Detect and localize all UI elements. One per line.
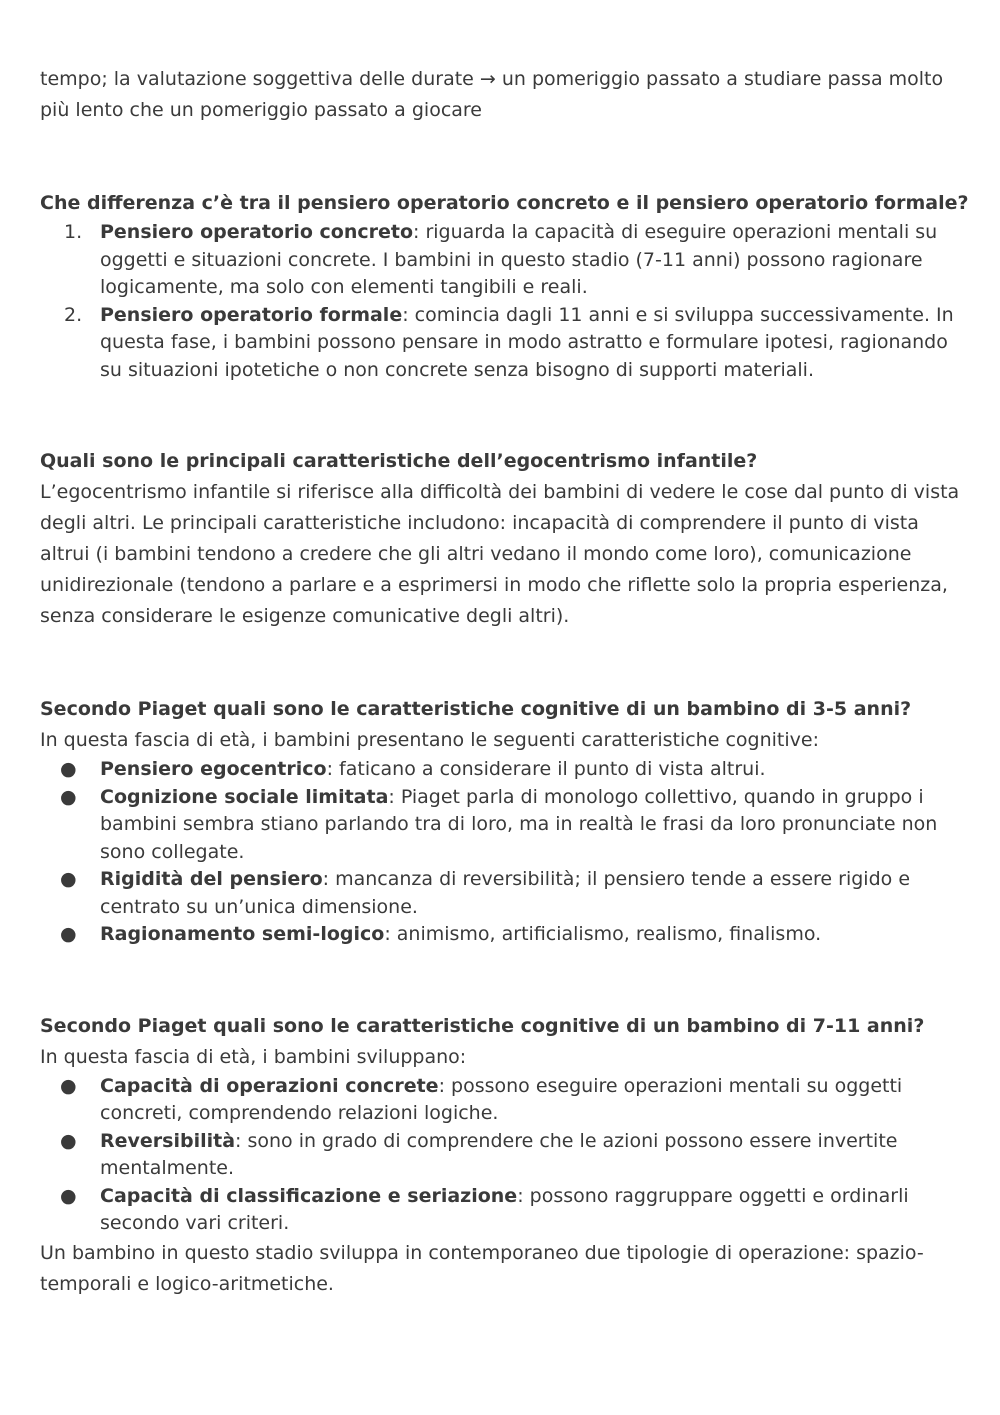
list-item — [40, 784, 970, 867]
lead-paragraph: In questa fascia di età, i bambini sviluppano: — [40, 1045, 467, 1068]
list-item-term: Reversibilità — [100, 1129, 236, 1152]
lead-paragraph: In questa fascia di età, i bambini presentano le seguenti caratteristiche cognitive: — [40, 729, 819, 751]
list-item-text: : sono in grado di comprendere che le azioni possono essere invertite mentalmente. — [100, 1129, 898, 1179]
section-operatorio — [40, 188, 970, 384]
bullet-icon: ● — [60, 1074, 77, 1097]
document-page — [40, 64, 970, 1300]
bullet-icon: ● — [60, 1129, 77, 1152]
list-item-term: Cognizione sociale limitata — [100, 785, 389, 808]
list-item — [40, 921, 970, 949]
bullet-list — [40, 1073, 970, 1238]
list-item — [40, 219, 970, 302]
list-item-term: Pensiero egocentrico — [100, 758, 327, 780]
question-heading: Secondo Piaget quali sono le caratteristiche cognitive di un bambino di 3-5 anni? — [40, 698, 912, 720]
bullet-icon: ● — [60, 1184, 77, 1207]
section-gap — [40, 126, 970, 188]
bullet-icon: ● — [60, 923, 77, 945]
question-heading: Secondo Piaget quali sono le caratteristiche cognitive di un bambino di 7-11 anni? — [40, 1014, 925, 1037]
list-item-term: Rigidità del pensiero — [100, 868, 323, 890]
section-egocentrismo — [40, 446, 970, 632]
question-heading: Quali sono le principali caratteristiche dell’egocentrismo infantile? — [40, 450, 758, 472]
list-marker: 2. — [64, 303, 83, 326]
list-item-text: : faticano a considerare il punto di vista altrui. — [326, 758, 766, 780]
list-item — [40, 1183, 970, 1238]
list-item-term: Ragionamento semi-logico — [100, 923, 385, 945]
intro-paragraph: tempo; la valutazione soggettiva delle durate → un pomeriggio passato a studiare passa molto più lento che un pomeriggio passato a giocare — [40, 68, 944, 121]
list-item — [40, 866, 970, 921]
bullet-icon: ● — [60, 785, 77, 808]
bullet-icon: ● — [60, 868, 77, 890]
question-heading: Che differenza c’è tra il pensiero operatorio concreto e il pensiero operatorio formale? — [40, 192, 969, 214]
list-item — [40, 1073, 970, 1128]
list-item-text: : possono raggruppare oggetti e ordinarli secondo vari criteri. — [100, 1184, 909, 1234]
bullet-icon: ● — [60, 758, 77, 780]
list-item-text: : Piaget parla di monologo collettivo, quando in gruppo i bambini sembra stiano parlando tra di loro, ma in realtà le frasi da loro pronunciate non sono collegate. — [100, 785, 938, 863]
section-gap — [40, 384, 970, 446]
list-item — [40, 1128, 970, 1183]
section-gap — [40, 632, 970, 694]
list-item-text: : mancanza di reversibilità; il pensiero tende a essere rigido e centrato su un’unica dimensione. — [100, 868, 911, 918]
list-item-text: : riguarda la capacità di eseguire operazioni mentali su oggetti e situazioni concrete. I bambini in questo stadio (7-11 anni) possono ragionare logicamente, ma solo con elementi tangibili e reali. — [100, 221, 938, 298]
list-item-text: : animismo, artificialismo, realismo, finalismo. — [384, 923, 822, 945]
list-item-term: Pensiero operatorio formale — [100, 303, 403, 326]
list-item — [40, 302, 970, 385]
list-item-text: : possono eseguire operazioni mentali su oggetti concreti, comprendendo relazioni logiche. — [100, 1074, 903, 1124]
list-item-term: Capacità di operazioni concrete — [100, 1074, 439, 1097]
list-marker: 1. — [64, 221, 83, 243]
list-item-term: Capacità di classificazione e seriazione — [100, 1184, 518, 1207]
section-3-5-anni — [40, 694, 970, 949]
answer-paragraph: L’egocentrismo infantile si riferisce alla difficoltà dei bambini di vedere le cose dal punto di vista degli altri. Le principali caratteristiche includono: incapacità di comprendere il punto di vista altrui (i bambini tendono a credere che gli altri vedano il mondo come loro), comunicazione unidirezionale (tendono a parlare e a esprimersi in modo che riflette solo la propria esperienza, senza considerare le esigenze comunicative degli altri). — [40, 481, 960, 627]
section-gap — [40, 949, 970, 1011]
numbered-list — [40, 219, 970, 384]
list-item — [40, 756, 970, 784]
section-7-11-anni — [40, 1011, 970, 1300]
list-item-term: Pensiero operatorio concreto — [100, 221, 413, 243]
list-item-text: : comincia dagli 11 anni e si sviluppa successivamente. In questa fase, i bambini possono pensare in modo astratto e formulare ipotesi, ragionando su situazioni ipotetiche o non concrete senza bisogno di supporti materiali. — [100, 303, 954, 381]
bullet-list — [40, 756, 970, 949]
closing-paragraph: Un bambino in questo stadio sviluppa in contemporaneo due tipologie di operazione: spazio-temporali e logico-aritmetiche. — [40, 1241, 924, 1295]
